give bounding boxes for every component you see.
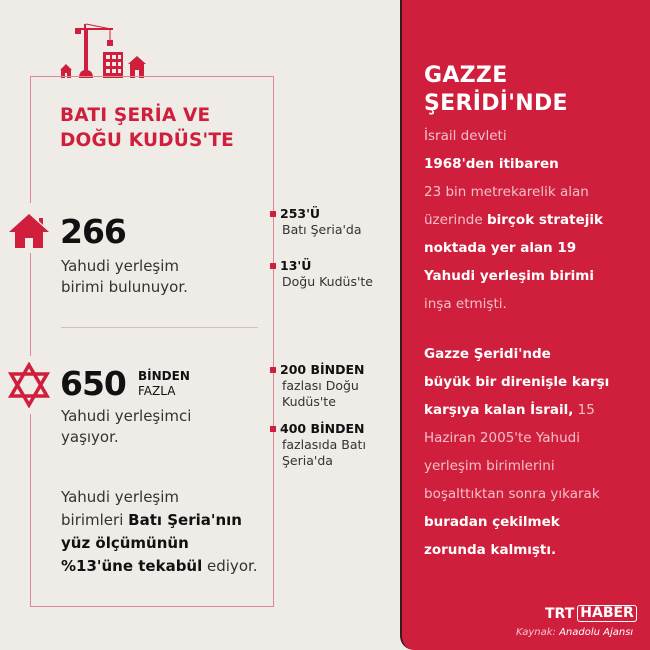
note-line	[61, 509, 258, 532]
body-line: inşa etmişti.	[424, 296, 507, 312]
breakdown-text: Şeria'da	[282, 453, 333, 468]
breakdown-item	[270, 206, 362, 238]
body-line: yerleşim birimlerini	[424, 458, 555, 474]
body-line	[424, 206, 648, 234]
bullet-square-icon	[270, 211, 276, 217]
breakdown-item	[270, 421, 366, 469]
title-line: BATI ŞERİA VE	[60, 105, 211, 126]
divider	[61, 327, 258, 328]
breakdown-key: 400 BİNDEN	[280, 421, 365, 436]
body-line: noktada yer alan 19	[424, 240, 577, 256]
house-icon	[8, 212, 50, 248]
bullet-square-icon	[270, 263, 276, 269]
breakdown-text: Batı Şeria'da	[282, 222, 362, 237]
right-panel	[400, 0, 650, 650]
breakdown-item	[270, 362, 364, 410]
breakdown-text: Doğu Kudüs'te	[282, 274, 373, 289]
breakdown-key: 253'Ü	[280, 206, 321, 221]
breakdown-text: fazlası Doğu	[282, 378, 359, 393]
body-bold: birçok stratejik	[486, 212, 603, 228]
trt-haber-logo	[545, 605, 637, 622]
body-line: 23 bin metrekarelik alan	[424, 184, 589, 200]
gaza-body	[424, 122, 648, 564]
note-normal: birimleri	[61, 511, 129, 529]
section-title	[60, 103, 234, 153]
bullet-square-icon	[270, 426, 276, 432]
note-line	[61, 532, 258, 555]
body-bold: karşıya kalan İsrail,	[424, 402, 574, 418]
logo-haber: HABER	[577, 605, 637, 622]
source-value: Anadolu Ajansı	[559, 627, 634, 638]
body-line: 1968'den itibaren	[424, 156, 559, 172]
note-bold: %13'üne tekabül	[61, 557, 203, 575]
desc-line: yaşıyor.	[61, 428, 119, 446]
bottom-note	[61, 486, 258, 578]
source-label: Kaynak:	[516, 627, 560, 638]
breakdown-item	[270, 258, 373, 290]
desc-line: Yahudi yerleşimci	[61, 407, 192, 425]
breakdown-key: 13'Ü	[280, 258, 312, 273]
body-line: Yahudi yerleşim birimi	[424, 268, 594, 284]
body-line	[424, 396, 648, 424]
desc-line: birimi bulunuyor.	[61, 278, 188, 296]
body-line: büyük bir direnişle karşı	[424, 374, 610, 390]
body-line: zorunda kalmıştı.	[424, 542, 557, 558]
body-line: Gazze Şeridi'nde	[424, 346, 551, 362]
note-normal: ediyor.	[202, 557, 258, 575]
body-normal: üzerinde	[424, 212, 487, 228]
breakdown-text: Kudüs'te	[282, 394, 336, 409]
paragraph-gap	[424, 318, 648, 340]
body-normal: 15	[573, 402, 595, 418]
title-line: GAZZE	[424, 63, 508, 88]
note-line: Yahudi yerleşim	[61, 488, 180, 506]
source-credit	[516, 627, 633, 638]
title-line: ŞERİDİ'NDE	[424, 91, 568, 116]
body-line: Haziran 2005'te Yahudi	[424, 430, 580, 446]
stat2-suffix	[138, 369, 190, 399]
body-line: buradan çekilmek	[424, 514, 560, 530]
suffix-line: BİNDEN	[138, 369, 190, 383]
star-of-david-icon	[8, 362, 50, 408]
logo-trt: TRT	[545, 605, 575, 622]
body-line: İsrail devleti	[424, 128, 507, 144]
note-bold: Batı Şeria'nın	[128, 511, 242, 529]
title-line: DOĞU KUDÜS'TE	[60, 130, 234, 151]
note-bold: yüz ölçümünün	[61, 534, 189, 552]
body-line: boşalttıktan sonra yıkarak	[424, 486, 600, 502]
desc-line: Yahudi yerleşim	[61, 257, 180, 275]
breakdown-text: fazlasıda Batı	[282, 437, 366, 452]
stat1-description	[61, 256, 188, 298]
stat-number-650: 650	[60, 364, 126, 403]
stat-number-266: 266	[60, 212, 126, 251]
bullet-square-icon	[270, 367, 276, 373]
suffix-line: FAZLA	[138, 384, 176, 398]
breakdown-key: 200 BİNDEN	[280, 362, 365, 377]
note-line	[61, 555, 258, 578]
stat2-description	[61, 406, 191, 448]
construction-skyline-icon	[55, 22, 155, 78]
gaza-title	[424, 62, 568, 118]
